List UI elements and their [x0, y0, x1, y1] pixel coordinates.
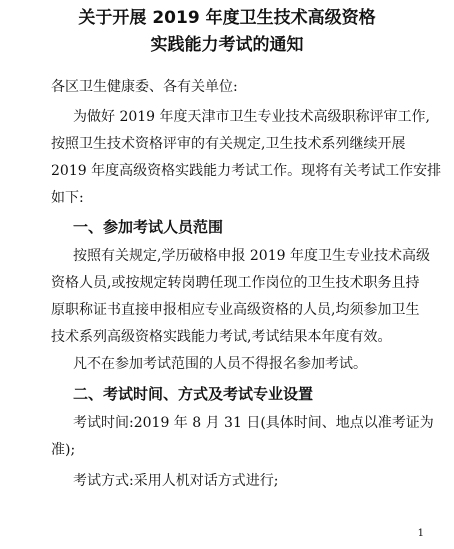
intro-line-4: 如下:: [51, 190, 84, 206]
exam-method-line: 考试方式:采用人机对话方式进行;: [73, 473, 279, 489]
intro-line-2: 按照卫生技术资格评审的有关规定,卫生技术系列继续开展: [51, 136, 406, 152]
section-1-heading: 一、参加考试人员范围: [73, 218, 224, 236]
document-title-line-1: 关于开展 2019 年度卫生技术高级资格: [78, 8, 376, 28]
page-number: 1: [417, 528, 424, 539]
section-1-line-1: 按照有关规定,学历破格申报 2019 年度卫生专业技术高级: [73, 248, 430, 264]
section-1-line-2: 资格人员,或按规定转岗聘任现工作岗位的卫生技术职务且持: [51, 275, 420, 291]
section-1-line-3: 原职称证书直接申报相应专业高级资格的人员,均须参加卫生: [51, 302, 420, 318]
intro-line-1: 为做好 2019 年度天津市卫生专业技术高级职称评审工作,: [73, 109, 430, 125]
section-2-heading: 二、考试时间、方式及考试专业设置: [73, 385, 314, 403]
salutation: 各区卫生健康委、各有关单位:: [51, 79, 238, 95]
exam-time-line: 考试时间:2019 年 8 月 31 日(具体时间、地点以准考证为: [73, 415, 434, 431]
section-1-line-5: 凡不在参加考试范围的人员不得报名参加考试。: [73, 356, 367, 372]
section-1-line-4: 技术系列高级资格实践能力考试,考试结果本年度有效。: [51, 329, 392, 345]
intro-line-3: 2019 年度高级资格实践能力考试工作。现将有关考试工作安排: [51, 163, 442, 179]
exam-time-continuation: 准);: [51, 442, 76, 458]
document-title-line-2: 实践能力考试的通知: [150, 35, 304, 55]
